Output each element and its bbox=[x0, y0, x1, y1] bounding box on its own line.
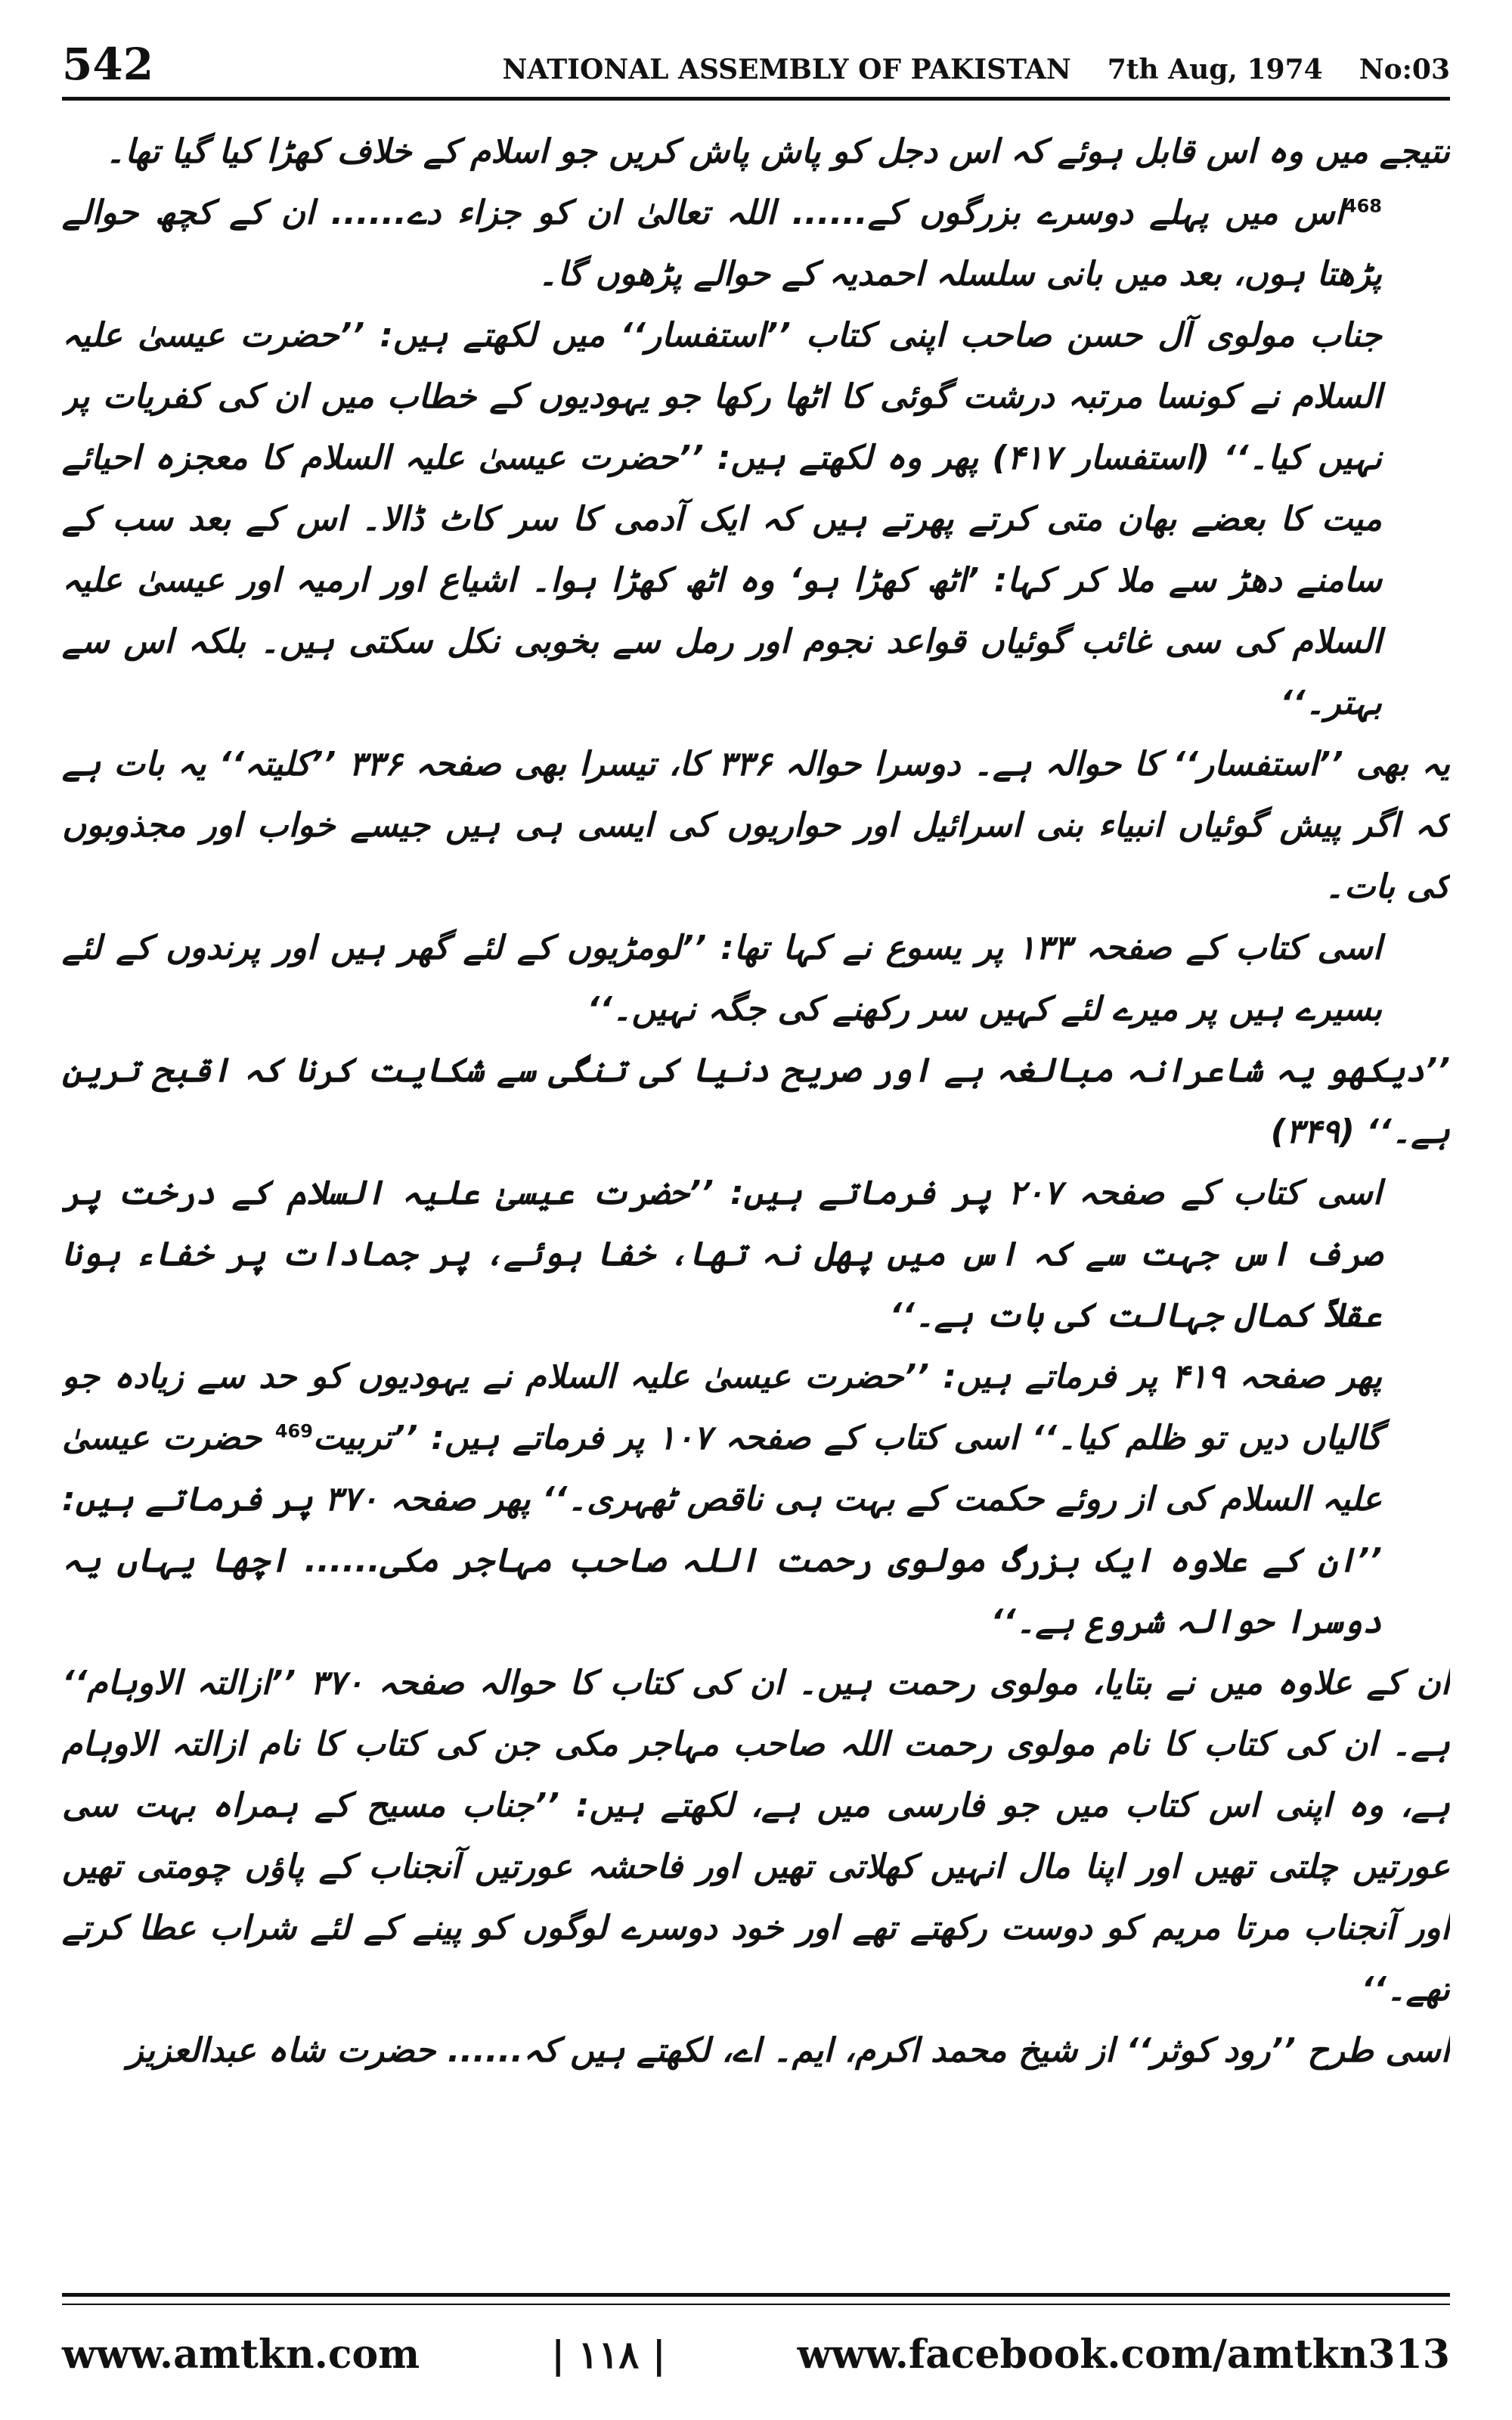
paragraph: اسی کتاب کے صفحہ ۲۰۷ پر فرماتے ہیں: ’’حضرت عیسیٰ علیہ السلام کے درخت پر صرف اس جہت سے کہ اس میں پھل نہ تھا، خفا ہوئے، پر جمادات پر خفاء ہونا عقلاً کمال جہالت کی بات ہے۔‘‘ bbox=[62, 1174, 1383, 1335]
footnote-marker: 469 bbox=[274, 1420, 313, 1442]
paragraph: پھر صفحہ ۴۱۹ پر فرماتے ہیں: ’’حضرت عیسیٰ علیہ السلام نے یہودیوں کو حد سے زیادہ جو گالیاں دیں تو ظلم کیا۔‘‘ اسی کتاب کے صفحہ ۱۰۷ پر فرماتے ہیں: ’’تربیت$^{469}$ حضرت عیسیٰ علیہ السلام کی از روئے حکمت کے بہت ہی ناقص ٹھہری۔‘‘ پھر صفحہ ۳۷۰ پر فرماتے ہیں: ’’ان کے علاوہ ایک بزرگ مولوی رحمت اللہ صاحب مہاجر مکی...... اچھا یہاں یہ دوسرا حوالہ شروع ہے۔‘‘ bbox=[62, 1357, 1382, 1641]
paragraph: ان کے علاوہ میں نے بتایا، مولوی رحمت ہیں۔ ان کی کتاب کا حوالہ صفحہ ۳۷۰ ’’ازالتہ الاوہام‘‘ ہے۔ ان کی کتاب کا نام مولوی رحمت اللہ صاحب مہاجر مکی جن کی کتاب کا نام ازالتہ الاوہام ہے، وہ اپنی اس کتاب میں جو فارسی میں ہے، لکھتے ہیں: ’’جناب مسیح کے ہمراہ بہت سی عورتیں چلتی تھیں اور اپنا مال انہیں کھلاتی تھیں اور فاحشہ عورتیں آنجناب کے پاؤں چومتی تھیں اور آنجناب مرتا مریم کو دوست رکھتے تھے اور خود دوسرے لوگوں کو پینے کے لئے شراب عطا کرتے تھے۔‘‘ bbox=[62, 1664, 1450, 2009]
paragraph: اسی طرح ’’رود کوثر‘‘ از شیخ محمد اکرم، ایم۔ اے، لکھتے ہیں کہ...... حضرت شاہ عبدالعزیز bbox=[127, 2031, 1450, 2070]
paragraph: یہ بھی ’’استفسار‘‘ کا حوالہ ہے۔ دوسرا حوالہ ۳۳۶ کا، تیسرا بھی صفحہ ۳۳۶ ’’کلیتہ‘‘ یہ بات ہے کہ اگر پیش گوئیاں انبیاء بنی اسرائیل اور حواریوں کی ایسی ہی ہیں جیسے خواب اور مجذوبوں کی بات۔ bbox=[62, 745, 1450, 906]
footer-rule-thick bbox=[62, 2293, 1450, 2297]
website-link[interactable]: www.amtkn.com bbox=[62, 2331, 420, 2378]
footer-rule-thin bbox=[62, 2304, 1450, 2305]
paragraph: ’’دیکھو یہ شاعرانہ مبالغہ ہے اور صریح دنیا کی تنگی سے شکایت کرنا کہ اقبح ترین ہے۔‘‘ (۳۴۹) bbox=[62, 1051, 1450, 1151]
session-date: 7th Aug, 1974 bbox=[1107, 53, 1323, 85]
footnote-marker: 468 bbox=[1343, 195, 1383, 217]
book-page-number: | ۱۱۸ | bbox=[551, 2332, 666, 2377]
page-header bbox=[62, 27, 1450, 90]
publication-title: NATIONAL ASSEMBLY OF PAKISTAN bbox=[502, 53, 1071, 85]
facebook-link[interactable]: www.facebook.com/amtkn313 bbox=[797, 2331, 1450, 2378]
header-rule bbox=[62, 97, 1450, 101]
paragraph: $^{468}$اس میں پہلے دوسرے بزرگوں کے...... اللہ تعالیٰ ان کو جزاء دے...... ان کے کچھ حوالے پڑھتا ہوں، بعد میں بانی سلسلہ احمدیہ کے حوالے پڑھوں گا۔ bbox=[62, 194, 1383, 293]
paragraph: نتیجے میں وہ اس قابل ہوئے کہ اس دجل کو پاش پاش کریں جو اسلام کے خلاف کھڑا کیا گیا تھا۔ bbox=[105, 132, 1450, 171]
paragraph: جناب مولوی آل حسن صاحب اپنی کتاب ’’استفسار‘‘ میں لکھتے ہیں: ’’حضرت عیسیٰ علیہ السلام نے کونسا مرتبہ درشت گوئی کا اٹھا رکھا جو یہودیوں کے خطاب میں ان کی کفریات پر نہیں کیا۔‘‘ (استفسار ۴۱۷) پھر وہ لکھتے ہیں: ’’حضرت عیسیٰ علیہ السلام کا معجزہ احیائے میت کا بعضے بھان متی کرتے پھرتے ہیں کہ ایک آدمی کا سر کاٹ ڈالا۔ اس کے بعد سب کے سامنے دھڑ سے ملا کر کہا: ’اٹھ کھڑا ہو‘ وہ اٹھ کھڑا ہوا۔ اشیاع اور ارمیہ اور عیسیٰ علیہ السلام کی سی غائب گوئیاں قواعد نجوم اور رمل سے بخوبی نکل سکتی ہیں۔ بلکہ اس سے بہتر۔‘‘ bbox=[62, 316, 1382, 722]
session-number: No:03 bbox=[1359, 53, 1450, 85]
paragraph: اسی کتاب کے صفحہ ۱۳۳ پر یسوع نے کہا تھا: ’’لومڑیوں کے لئے گھر ہیں اور پرندوں کے لئے بسیرے ہیں پر میرے لئے کہیں سر رکھنے کی جگہ نہیں۔‘‘ bbox=[62, 929, 1383, 1028]
page-number: 542 bbox=[62, 39, 154, 90]
page-footer bbox=[62, 2320, 1450, 2388]
transcript-body bbox=[62, 121, 1450, 2254]
header-info bbox=[502, 54, 1450, 86]
